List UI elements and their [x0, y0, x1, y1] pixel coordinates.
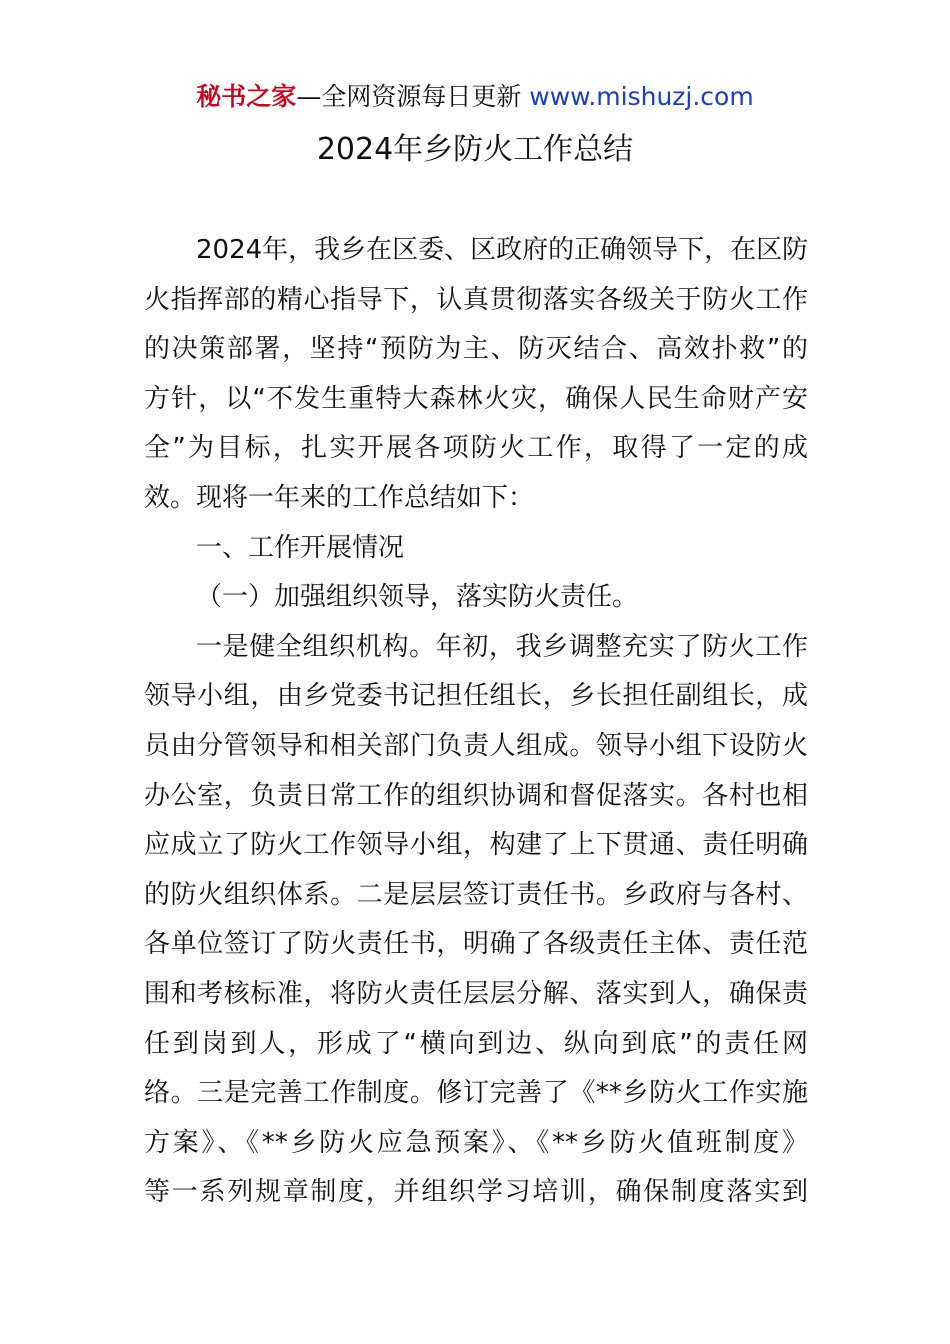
document-body	[144, 226, 808, 1218]
text-line: 全”为目标，扎实开展各项防火工作，取得了一定的成	[144, 433, 808, 464]
text-line: 围和考核标准，将防火责任层层分解、落实到人，确保责	[144, 978, 808, 1009]
header-tagline: —全网资源每日更新	[296, 82, 522, 111]
text-line: 2024年，我乡在区委、区政府的正确领导下，在区防	[196, 235, 808, 265]
text-line: 络。三是完善工作制度。修订完善了《**乡防火工作实施	[144, 1078, 808, 1109]
text-line: 方针，以“不发生重特大森林火灾，确保人民生命财产安	[144, 383, 808, 414]
brand-name: 秘书之家	[196, 82, 297, 111]
text-line: 方案》、《**乡防火应急预案》、《**乡防火值班制度》	[144, 1127, 808, 1158]
text-line: 的防火组织体系。二是层层签订责任书。乡政府与各村、	[144, 879, 808, 910]
site-url-link[interactable]: www.mishuzj.com	[529, 82, 754, 111]
site-header	[0, 80, 950, 114]
text-line: 领导小组，由乡党委书记担任组长，乡长担任副组长，成	[144, 681, 808, 712]
text-line: 等一系列规章制度，并组织学习培训，确保制度落实到	[144, 1177, 808, 1208]
subsection-heading: （一）加强组织领导，落实防火责任。	[196, 582, 639, 613]
text-line: 办公室，负责日常工作的组织协调和督促落实。各村也相	[144, 780, 808, 811]
text-line: 效。现将一年来的工作总结如下：	[144, 482, 535, 513]
text-line: 的决策部署，坚持“预防为主、防灭结合、高效扑救”的	[144, 334, 808, 365]
text-line: 一是健全组织机构。年初，我乡调整充实了防火工作	[196, 631, 808, 662]
text-line: 各单位签订了防火责任书，明确了各级责任主体、责任范	[144, 929, 808, 960]
document-title: 2024年乡防火工作总结	[316, 132, 634, 167]
text-line: 应成立了防火工作领导小组，构建了上下贯通、责任明确	[144, 830, 808, 861]
text-line: 任到岗到人，形成了“横向到边、纵向到底”的责任网	[144, 1028, 808, 1059]
section-heading: 一、工作开展情况	[196, 532, 405, 563]
text-line: 员由分管领导和相关部门负责人组成。领导小组下设防火	[144, 730, 808, 761]
text-line: 火指挥部的精心指导下，认真贯彻落实各级关于防火工作	[144, 284, 808, 315]
